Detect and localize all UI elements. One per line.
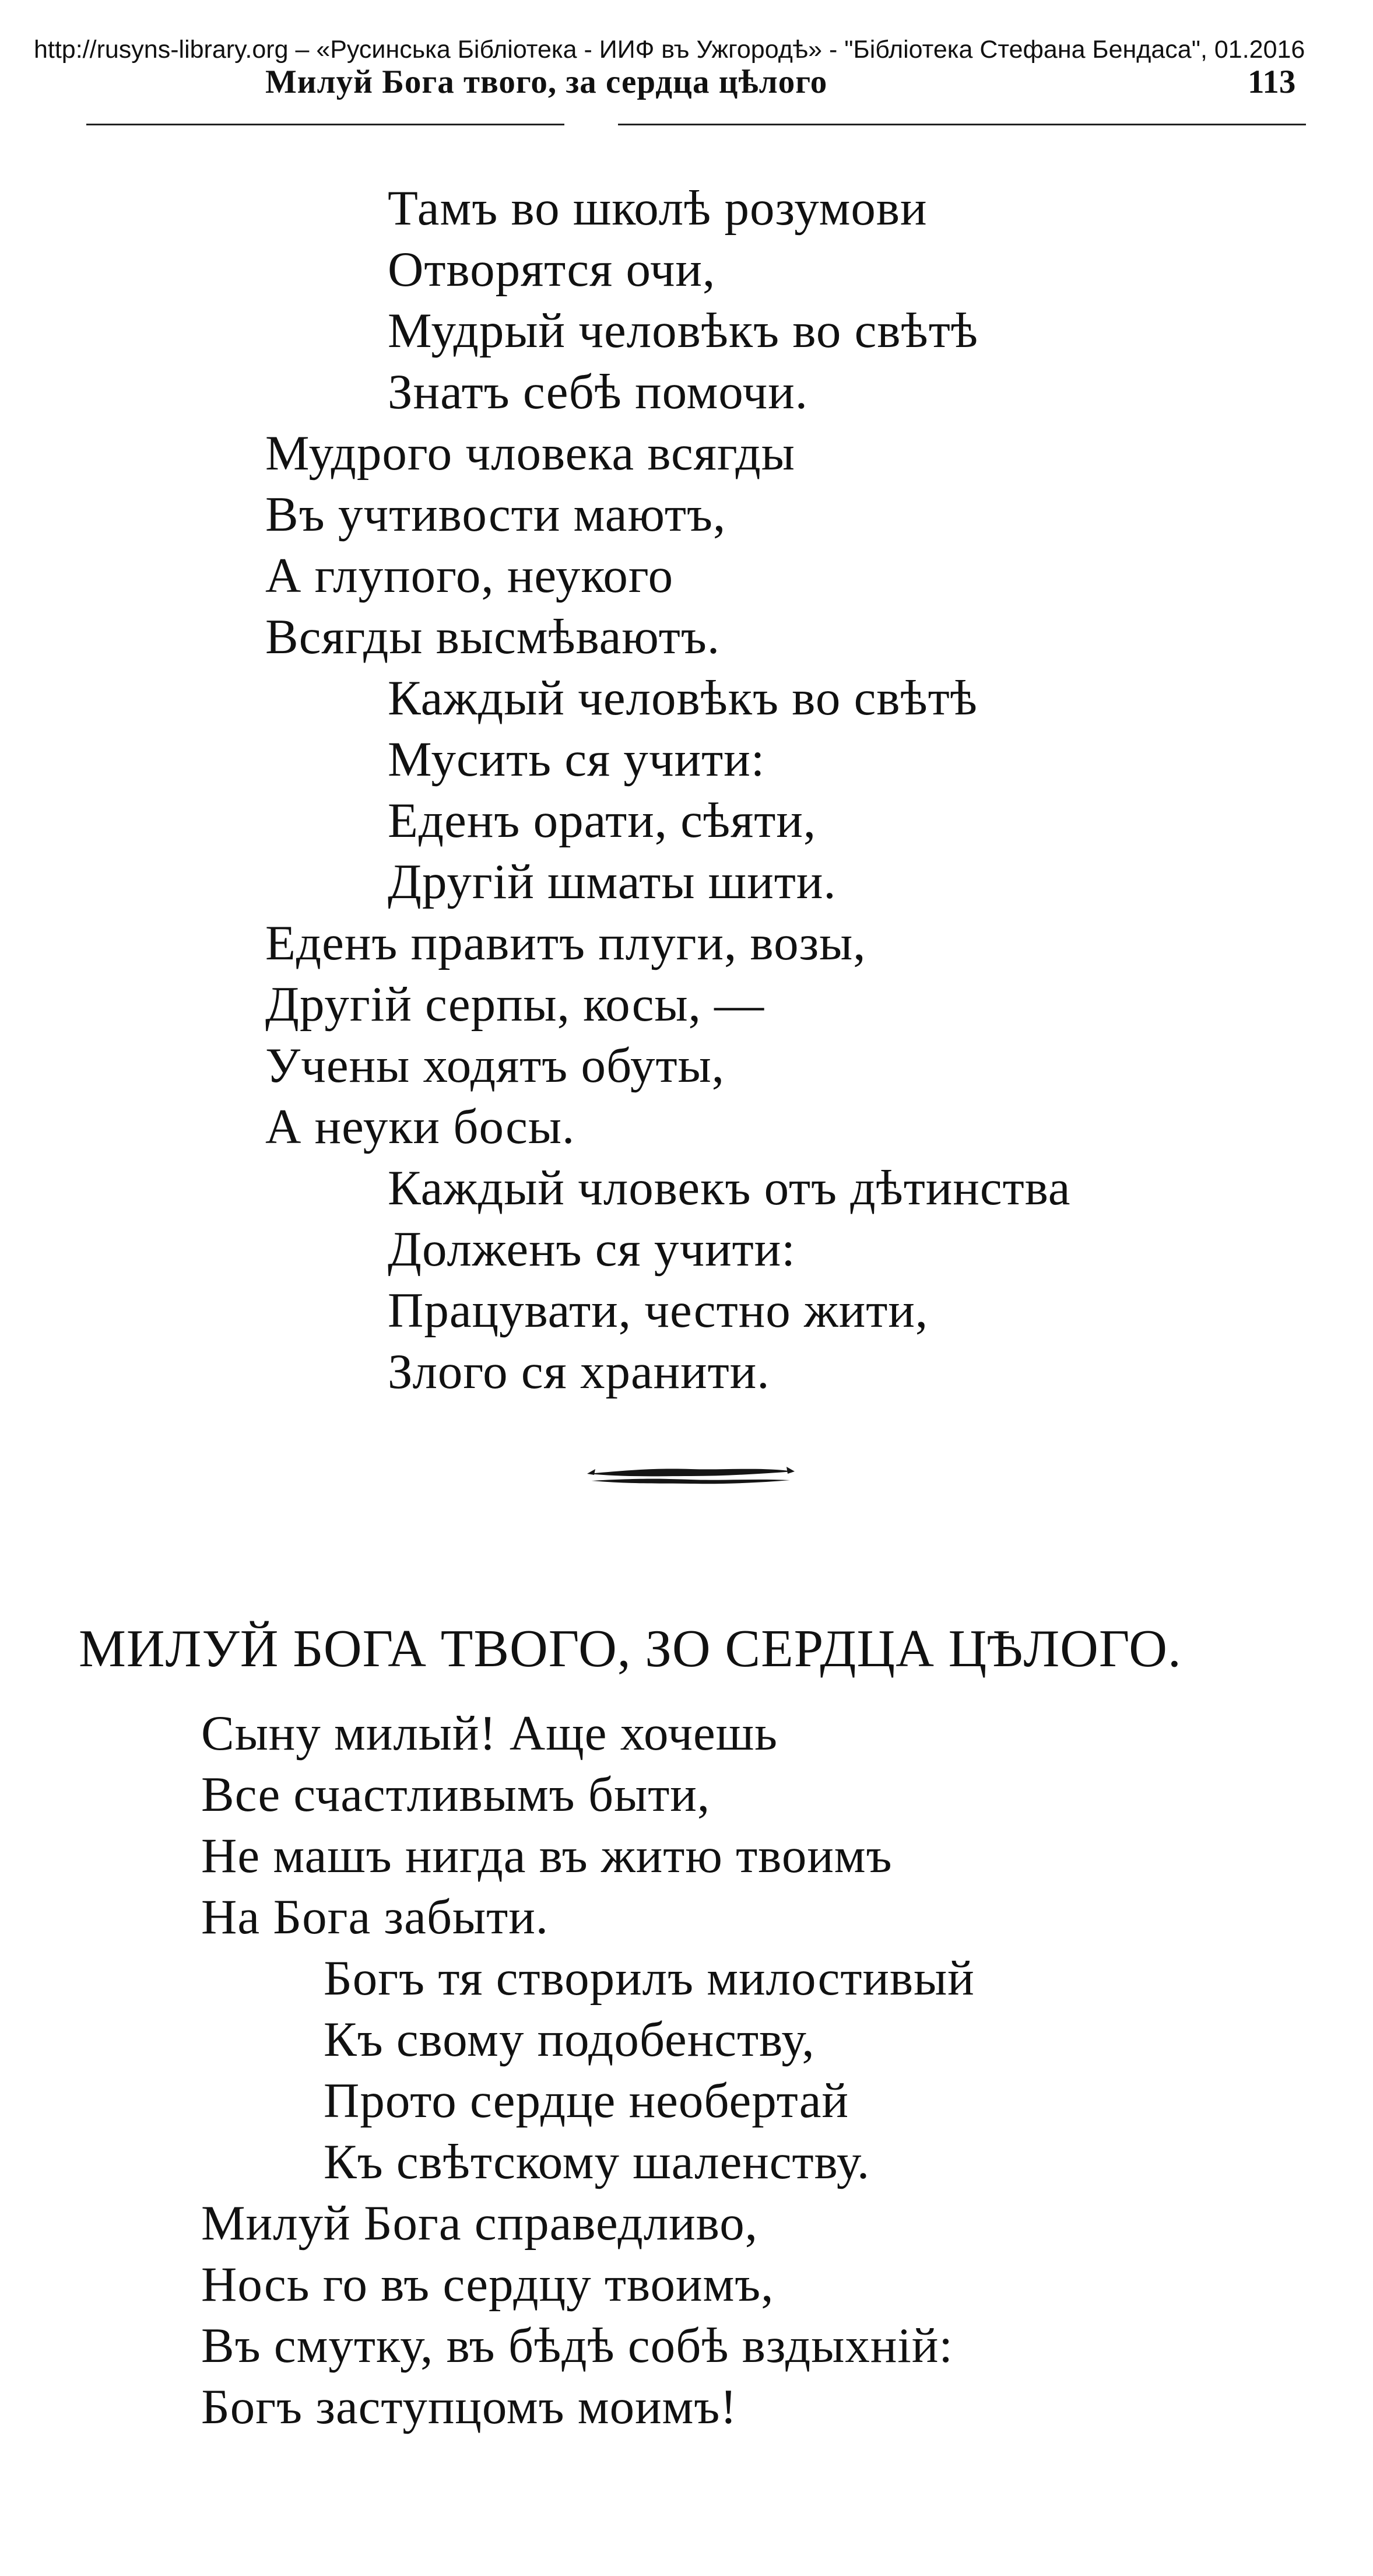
poem-line: Богъ заступцомъ моимъ! (201, 2379, 738, 2434)
poem-line: Учены ходятъ обуты, (265, 1038, 725, 1093)
poem-line: Въ смутку, въ бѣдѣ собѣ вздыхній: (201, 2318, 954, 2373)
poem-line: Сыну милый! Аще хочешь (201, 1706, 778, 1761)
poem-line: Къ свѣтскому шаленству. (324, 2135, 870, 2189)
poem-line: Богъ тя створилъ милостивый (324, 1951, 975, 2006)
poem-line: Милуй Бога справедливо, (201, 2196, 759, 2251)
poem-line: Еденъ орати, сѣяти, (388, 793, 817, 848)
poem-line: Другій шматы шити. (388, 854, 837, 909)
poem-line: Каждый чловекъ отъ дѣтинства (388, 1161, 1071, 1215)
poem-line: Отворятся очи, (388, 242, 716, 297)
poem-line: Къ свому подобенству, (324, 2012, 815, 2067)
poem-line: Всягды высмѣваютъ. (265, 609, 721, 664)
section-title: МИЛУЙ БОГА ТВОГО, ЗО СЕРДЦА ЦѢЛОГО. (79, 1619, 1182, 1678)
poem-line: А неуки босы. (265, 1099, 575, 1154)
poem-line: Все счастливымъ быти, (201, 1767, 711, 1822)
running-head-title: Милуй Бога твого, за сердца цѣлого (265, 64, 828, 100)
poem-line: Тамъ во школѣ розумови (388, 181, 928, 236)
poem-line: Не машъ нигда въ житю твоимъ (201, 1828, 893, 1883)
header-rule-left (86, 124, 564, 125)
poem-line: Мудрый человѣкъ во свѣтѣ (388, 303, 978, 358)
poem-line: Прото сердце необертай (324, 2073, 849, 2128)
poem-line: Мудрого чловека всягды (265, 426, 795, 481)
source-url-note: http://rusyns-library.org – «Русинська Бібліотека - ИИФ въ Ужгородѣ» - "Бібліотека Стефана Бендаса", 01.2016 (34, 36, 1305, 64)
poem-line: А глупого, неукого (265, 548, 674, 603)
poem-line: Еденъ правитъ плуги, возы, (265, 916, 866, 970)
header-rule-right (618, 124, 1306, 125)
page-number: 113 (1248, 64, 1296, 100)
section-divider-ornament (586, 1461, 796, 1490)
poem-line: Нось го въ сердцу твоимъ, (201, 2257, 774, 2312)
poem-line: Знатъ себѣ помочи. (388, 365, 809, 419)
poem-line: Въ учтивости маютъ, (265, 487, 726, 542)
poem-line: Злого ся хранити. (388, 1344, 770, 1399)
poem-line: Другій серпы, косы, — (265, 977, 765, 1032)
poem-line: Мусить ся учити: (388, 732, 765, 787)
poem-line: Працувати, честно жити, (388, 1283, 929, 1338)
poem-line: На Бога забыти. (201, 1890, 549, 1944)
poem-line: Долженъ ся учити: (388, 1222, 796, 1277)
poem-line: Каждый человѣкъ во свѣтѣ (388, 671, 978, 726)
